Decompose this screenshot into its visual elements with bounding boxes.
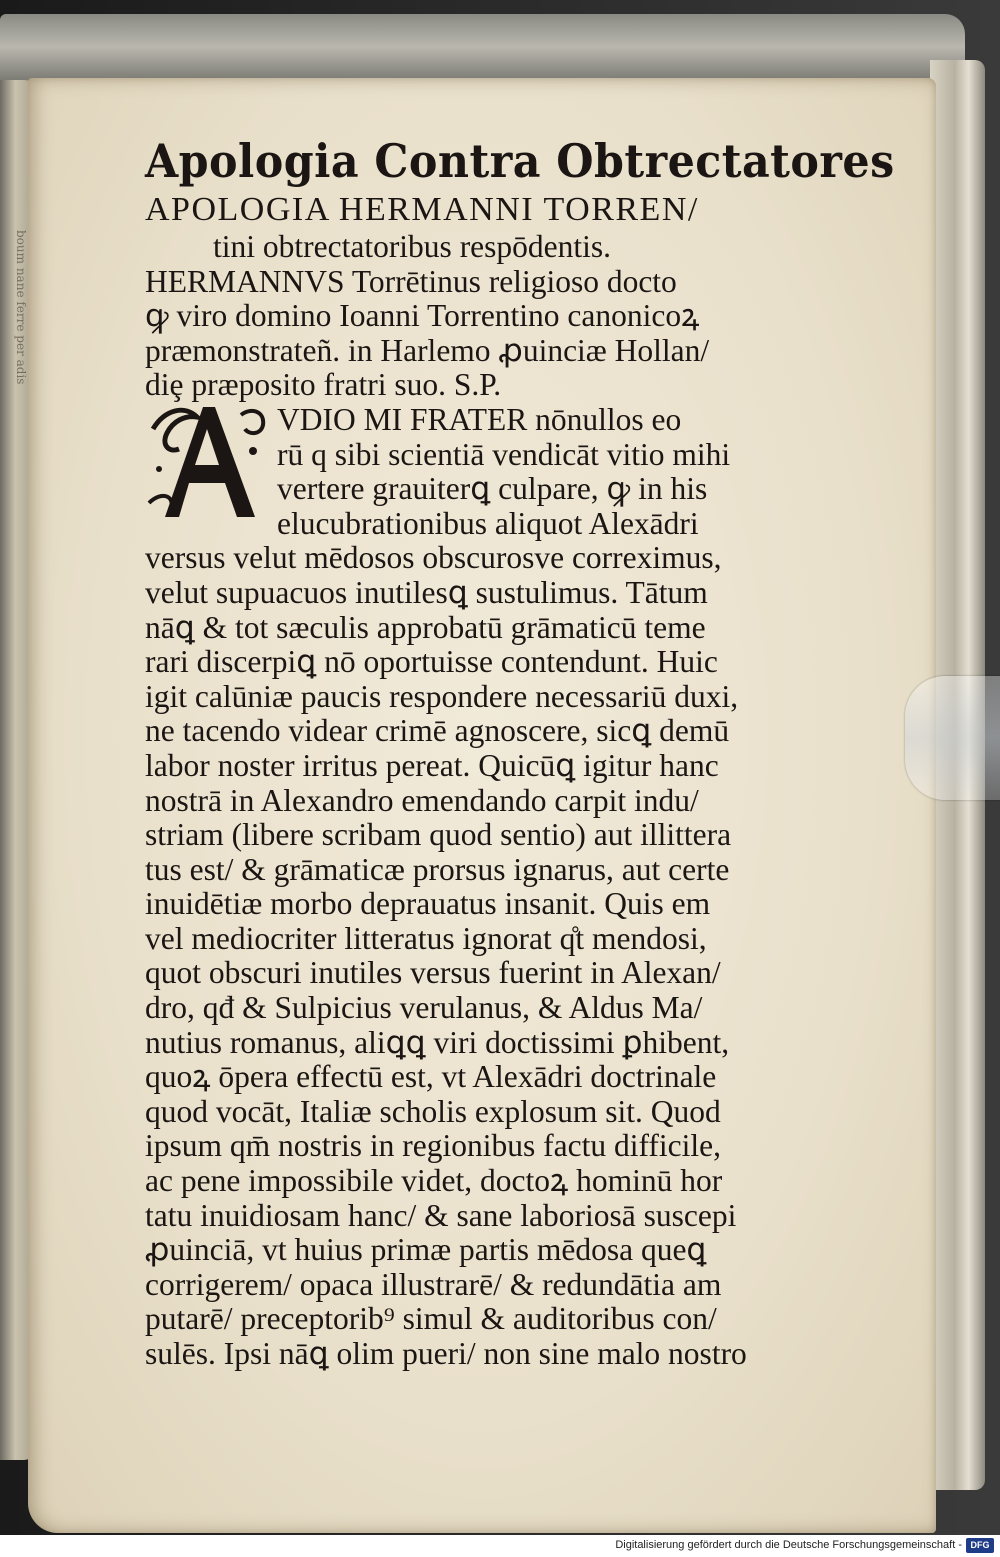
decorated-initial-a-icon [145, 399, 273, 523]
body-line: quod vocāt, Italiæ scholis explosum sit. Quod [145, 1093, 721, 1129]
dedication-line: diȩ præposito fratri suo. S.P. [145, 367, 502, 403]
body-line: tatu inuidiosam hanc/ & sane laboriosā suscepi [145, 1197, 737, 1233]
body-line: rari discerpiꝗ nō oportuisse contendunt. Huic [145, 644, 718, 680]
dfg-logo-icon: DFG [966, 1538, 994, 1553]
body-line: quot obscuri inutiles versus fuerint in Alexan/ [145, 955, 721, 991]
body-line: sulēs. Ipsi nāꝗ olim pueri/ non sine malo nostro [145, 1336, 747, 1371]
body-line: versus velut mēdosos obscurosve correximus, [145, 540, 722, 576]
body-line: quoꝝ ōpera effectū est, vt Alexādri doctrinale [145, 1059, 717, 1095]
dedication-line: præmonstrateñ. in Harlemo ꝓuinciæ Hollan/ [145, 332, 710, 368]
drop-cap-paragraph [145, 403, 830, 541]
body-line: striam (libere scribam quod sentio) aut illittera [145, 817, 732, 853]
body-line: inuidētiæ morbo deprauatus insanit. Quis em [145, 886, 711, 922]
funding-credit: Digitalisierung gefördert durch die Deutsche Forschungsgemeinschaft - [615, 1539, 962, 1551]
page-text-block [145, 132, 895, 1372]
body-line: putarē/ preceptorib⁹ simul & auditoribus con/ [145, 1301, 717, 1337]
body-line: ac pene impossibile videt, doctoꝝ hominū hor [145, 1163, 723, 1199]
dedication-line: HERMANNVS Torrētinus religioso docto [145, 263, 677, 299]
body-line: labor noster irritus pereat. Quicūꝗ igitur hanc [145, 747, 719, 783]
body-line: ꝓuinciā, vt huius primæ partis mēdosa queꝗ [145, 1232, 707, 1268]
body-line: velut supuacuos inutilesꝗ sustulimus. Tātum [145, 574, 708, 610]
body-line: vel mediocriter litteratus ignorat q̊t mendosi, [145, 920, 707, 956]
body-line: ne tacendo videar crimē agnoscere, sicꝗ demū [145, 713, 730, 749]
dedication-line: ꝙ viro domino Ioanni Torrentino canonicoꝝ [145, 298, 700, 334]
drop-cap-line: elucubrationibus aliquot Alexādri [277, 505, 699, 541]
glass-page-weight [905, 676, 1000, 800]
footer-bar [0, 1535, 1000, 1557]
left-page-fragment: boum nane ferre per adis [14, 230, 28, 385]
page-heading: Apologia Contra Obtrectatores [145, 134, 895, 188]
body-line: ipsum qm̄ nostris in regionibus factu difficile, [145, 1128, 721, 1164]
title-line: APOLOGIA HERMANNI TORREN/ [145, 191, 699, 228]
body-line: tus est/ & grāmaticæ prorsus ignarus, aut certe [145, 851, 730, 887]
drop-cap-line: VDIO MI FRATER nōnullos eo [277, 401, 682, 437]
title-line: tini obtrectatoribus respōdentis. [213, 229, 612, 264]
drop-cap-line: rū q sibi scientiā vendicāt vitio mihi [277, 436, 731, 472]
body-line: dro, qđ & Sulpicius verulanus, & Aldus Ma/ [145, 990, 703, 1026]
body-line: corrigerem/ opaca illustrarē/ & redundātia am [145, 1266, 722, 1302]
body-line: nutius romanus, aliꝗꝗ viri doctissimi ꝑhibent, [145, 1024, 730, 1060]
body-line: nostrā in Alexandro emendando carpit indu/ [145, 782, 699, 818]
drop-cap-line: vertere grauiterꝗ culpare, ꝙ in his [277, 471, 708, 507]
body-line: igit calūniæ paucis respondere necessariū duxi, [145, 678, 739, 714]
body-line: nāꝗ & tot sæculis approbatū grāmaticū teme [145, 609, 706, 645]
